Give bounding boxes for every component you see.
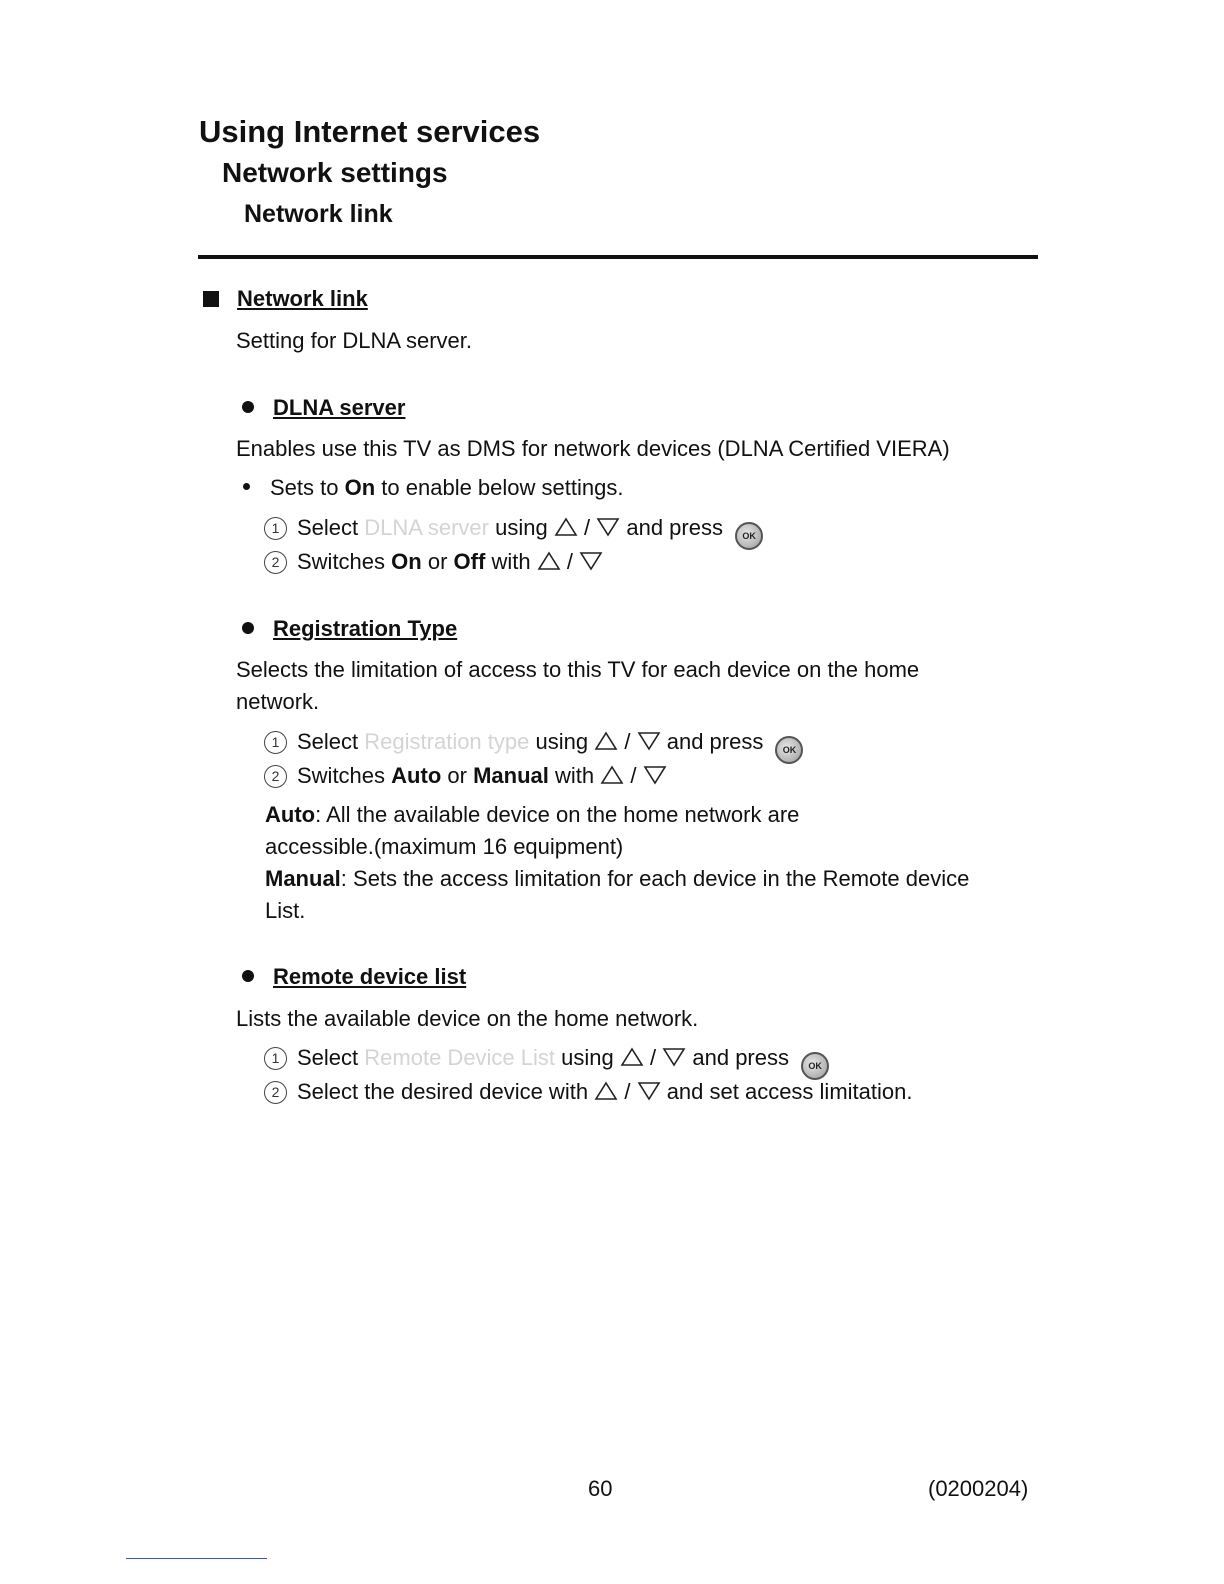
slash-text: / bbox=[583, 515, 591, 540]
step-number-2-icon: 2 bbox=[264, 765, 287, 788]
dlna-off-option: Off bbox=[453, 549, 486, 574]
remote-step2-suffix: and set access limitation. bbox=[666, 1079, 913, 1104]
slash-text: / bbox=[624, 729, 631, 754]
dot-bullet-icon bbox=[242, 401, 254, 413]
page-number: 60 bbox=[588, 1476, 613, 1501]
auto-label: Auto bbox=[265, 802, 316, 827]
or-text: or bbox=[427, 549, 448, 574]
step-using-text: using bbox=[495, 515, 548, 540]
down-triangle-icon bbox=[596, 517, 620, 537]
auto-explanation-line1 bbox=[265, 802, 799, 828]
dot-bullet-icon bbox=[242, 970, 254, 982]
down-triangle-icon bbox=[662, 1047, 686, 1067]
ok-button-icon: OK bbox=[801, 1052, 829, 1080]
square-bullet-icon bbox=[203, 291, 219, 307]
step-and-press-text: and press bbox=[666, 729, 764, 754]
page-subtitle: Network settings bbox=[222, 157, 448, 188]
remote-step-1 bbox=[264, 1045, 829, 1080]
slash-text: / bbox=[630, 763, 637, 788]
manual-explanation-line2: List. bbox=[265, 898, 306, 923]
step-select-text: Select bbox=[297, 515, 359, 540]
document-code: (0200204) bbox=[928, 1476, 1029, 1501]
step-select-text: Select bbox=[297, 729, 359, 754]
step-number-1-icon: 1 bbox=[264, 517, 287, 540]
registration-type-heading[interactable]: Registration Type bbox=[273, 616, 458, 641]
registration-description-line2: network. bbox=[236, 689, 320, 714]
dlna-server-heading[interactable]: DLNA server bbox=[273, 395, 406, 420]
page-title: Using Internet services bbox=[199, 114, 541, 149]
up-triangle-icon bbox=[537, 551, 561, 571]
up-triangle-icon bbox=[600, 765, 624, 785]
bottom-link-line bbox=[126, 1558, 267, 1559]
registration-menu-item: Registration type bbox=[364, 729, 530, 754]
header-divider bbox=[198, 255, 1038, 259]
down-triangle-icon bbox=[637, 731, 661, 751]
dlna-step-2 bbox=[264, 549, 603, 575]
slash-text: / bbox=[624, 1079, 631, 1104]
step-select-text: Select bbox=[297, 1045, 359, 1070]
up-triangle-icon bbox=[594, 731, 618, 751]
up-triangle-icon bbox=[594, 1081, 618, 1101]
dlna-on-option: On bbox=[391, 549, 422, 574]
dlna-description: Enables use this TV as DMS for network devices (DLNA Certified VIERA) bbox=[236, 436, 950, 461]
step-number-1-icon: 1 bbox=[264, 731, 287, 754]
network-link-heading[interactable]: Network link bbox=[237, 286, 368, 311]
registration-auto-option: Auto bbox=[391, 763, 442, 788]
ok-button-icon: OK bbox=[735, 522, 763, 550]
up-triangle-icon bbox=[620, 1047, 644, 1067]
small-bullet-icon bbox=[243, 483, 250, 490]
with-text: with bbox=[555, 763, 595, 788]
section-title: Network link bbox=[244, 200, 393, 228]
step-switches-text: Switches bbox=[297, 763, 386, 788]
registration-step-2 bbox=[264, 763, 667, 789]
step-number-2-icon: 2 bbox=[264, 551, 287, 574]
step-and-press-text: and press bbox=[626, 515, 723, 540]
registration-manual-option: Manual bbox=[473, 763, 549, 788]
network-link-description: Setting for DLNA server. bbox=[236, 328, 472, 353]
manual-text: : Sets the access limitation for each device in the Remote device bbox=[340, 866, 970, 891]
dlna-bullet-on: On bbox=[344, 475, 376, 500]
remote-step2-prefix: Select the desired device with bbox=[297, 1079, 589, 1104]
remote-device-list-heading[interactable]: Remote device list bbox=[273, 964, 467, 989]
manual-explanation-line1 bbox=[265, 866, 969, 892]
dlna-bullet-text bbox=[270, 475, 623, 501]
registration-description-line1: Selects the limitation of access to this TV for each device on the home bbox=[236, 657, 920, 682]
with-text: with bbox=[491, 549, 531, 574]
dlna-menu-item: DLNA server bbox=[364, 515, 489, 540]
step-number-2-icon: 2 bbox=[264, 1081, 287, 1104]
or-text: or bbox=[447, 763, 467, 788]
remote-step-2 bbox=[264, 1079, 912, 1105]
step-using-text: using bbox=[535, 729, 589, 754]
ok-button-icon: OK bbox=[775, 736, 803, 764]
step-using-text: using bbox=[561, 1045, 614, 1070]
auto-explanation-line2: accessible.(maximum 16 equipment) bbox=[265, 834, 624, 859]
auto-text: : All the available device on the home network are bbox=[315, 802, 800, 827]
slash-text: / bbox=[650, 1045, 657, 1070]
dlna-bullet-prefix: Sets to bbox=[270, 475, 339, 500]
down-triangle-icon bbox=[637, 1081, 661, 1101]
remote-menu-item: Remote Device List bbox=[364, 1045, 556, 1070]
step-and-press-text: and press bbox=[692, 1045, 789, 1070]
step-switches-text: Switches bbox=[297, 549, 386, 574]
manual-label: Manual bbox=[265, 866, 341, 891]
step-number-1-icon: 1 bbox=[264, 1047, 287, 1070]
dlna-step-1 bbox=[264, 515, 763, 550]
dlna-bullet-suffix: to enable below settings. bbox=[381, 475, 624, 500]
registration-step-1 bbox=[264, 729, 803, 764]
down-triangle-icon bbox=[579, 551, 603, 571]
slash-text: / bbox=[566, 549, 573, 574]
down-triangle-icon bbox=[643, 765, 667, 785]
up-triangle-icon bbox=[554, 517, 578, 537]
dot-bullet-icon bbox=[242, 622, 254, 634]
remote-description: Lists the available device on the home network. bbox=[236, 1006, 699, 1031]
